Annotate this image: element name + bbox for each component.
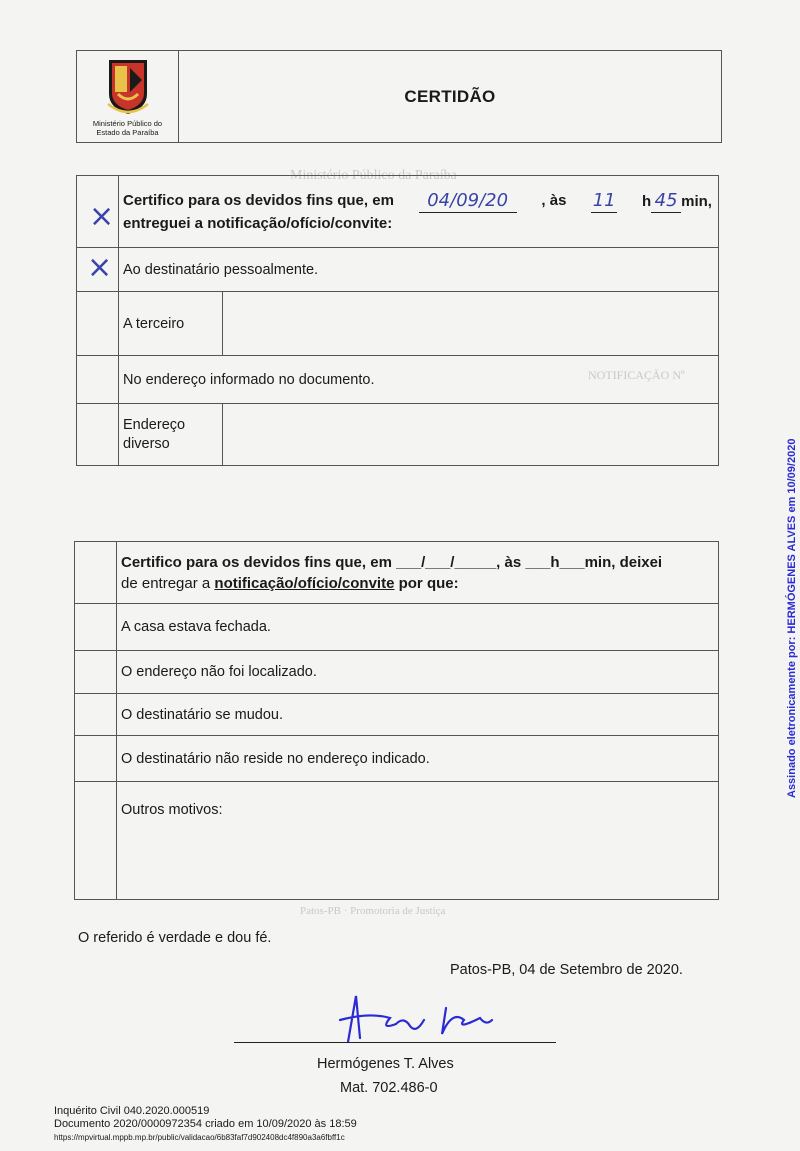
page-title: CERTIDÃO [404, 86, 496, 106]
handwritten-x-mark-icon: × [87, 250, 113, 285]
reason-row [75, 651, 719, 694]
reason-label: Outros motivos: [117, 782, 719, 900]
heading-mark-cell[interactable] [75, 542, 117, 604]
reason-label: O destinatário não reside no endereço indicado. [117, 736, 719, 782]
option-row [77, 248, 719, 292]
bleed-through-text: Ministério Público da Paraíba [290, 168, 457, 183]
heading-prefix: Certifico para os devidos fins que, em [123, 191, 394, 209]
option-mark-cell[interactable] [77, 292, 119, 356]
delivered-heading [119, 176, 719, 248]
reason-row [75, 736, 719, 782]
option-row [77, 292, 719, 356]
option-label: A terceiro [119, 292, 223, 356]
heading-line2-underlined: notificação/ofício/convite [214, 574, 395, 592]
delivered-heading-row [77, 176, 719, 248]
not-delivered-heading [117, 542, 719, 604]
signature-line [234, 1042, 556, 1043]
option-row [77, 356, 719, 404]
option-label-text: Endereço diverso [123, 416, 186, 452]
case-reference: Inquérito Civil 040.2020.000519 [54, 1105, 210, 1117]
option-label: No endereço informado no documento. [119, 356, 719, 404]
handwritten-date: 04/09/20 [427, 189, 509, 211]
reason-mark-cell[interactable] [75, 736, 117, 782]
not-delivered-heading-line2 [121, 573, 712, 594]
reason-mark-cell[interactable] [75, 651, 117, 694]
validation-link[interactable]: https://mpvirtual.mppb.mp.br/public/validacao/6b83faf7d902408dc4f890a3a6fbff1c [54, 1133, 345, 1142]
reason-row [75, 604, 719, 651]
delivered-heading-line1 [123, 190, 712, 213]
reason-mark-cell[interactable] [75, 782, 117, 900]
heading-line2-suffix: por que: [398, 574, 459, 592]
document-reference: Documento 2020/0000972354 criado em 10/09/2020 às 18:59 [54, 1118, 357, 1130]
bleed-through-text: NOTIFICAÇÃO Nº [588, 368, 685, 382]
reason-mark-cell[interactable] [75, 604, 117, 651]
not-delivered-table [74, 541, 719, 900]
signer-id: Mat. 702.486-0 [340, 1080, 438, 1096]
reason-row [75, 782, 719, 900]
logo-caption-line1: Ministério Público do [92, 119, 163, 128]
heading-at: , às [541, 191, 567, 209]
reason-label: A casa estava fechada. [117, 604, 719, 651]
date-field[interactable] [419, 190, 517, 213]
diverse-address-details-cell[interactable] [223, 404, 719, 466]
not-delivered-heading-row [75, 542, 719, 604]
bleed-through-text: Patos-PB · Promotoria de Justiça [300, 905, 446, 917]
logo-caption-line2: Estado da Paraíba [96, 128, 159, 137]
place-date: Patos-PB, 04 de Setembro de 2020. [450, 962, 683, 978]
header-box [76, 50, 722, 143]
delivered-table [76, 175, 719, 466]
option-mark-cell[interactable] [77, 356, 119, 404]
minute-field[interactable] [651, 190, 681, 213]
signer-name: Hermógenes T. Alves [317, 1056, 454, 1072]
option-mark-cell[interactable] [77, 404, 119, 466]
handwritten-hour: 11 [592, 189, 616, 211]
mppb-logo-icon [106, 58, 150, 116]
electronic-signature-stamp: Assinado eletronicamente por: HERMÓGENES ALVES em 10/09/2020 [786, 438, 798, 798]
heading-min: min, [681, 192, 712, 210]
title-cell [179, 51, 721, 142]
hour-field[interactable] [591, 190, 617, 213]
logo-caption [93, 119, 162, 137]
delivered-heading-line2: entreguei a notificação/ofício/convite: [123, 214, 393, 232]
option-row [77, 404, 719, 466]
option-mark-cell[interactable] [77, 248, 119, 292]
not-delivered-heading-line1: Certifico para os devidos fins que, em ___/___/_____, às ___h___min, deixei [121, 553, 663, 571]
reason-row [75, 694, 719, 736]
reason-label: O endereço não foi localizado. [117, 651, 719, 694]
third-party-details-cell[interactable] [223, 292, 719, 356]
option-label [119, 404, 223, 466]
reason-label: O destinatário se mudou. [117, 694, 719, 736]
option-label: Ao destinatário pessoalmente. [119, 248, 719, 292]
heading-mark-cell[interactable] [77, 176, 119, 248]
heading-h: h [641, 192, 652, 210]
heading-line2-prefix: de entregar a [121, 574, 211, 592]
handwritten-x-mark-icon: × [89, 199, 115, 234]
closing-statement: O referido é verdade e dou fé. [78, 930, 272, 946]
handwritten-signature-icon [330, 990, 500, 1046]
reason-mark-cell[interactable] [75, 694, 117, 736]
handwritten-minute: 45 [654, 189, 678, 211]
logo-cell [77, 51, 179, 142]
